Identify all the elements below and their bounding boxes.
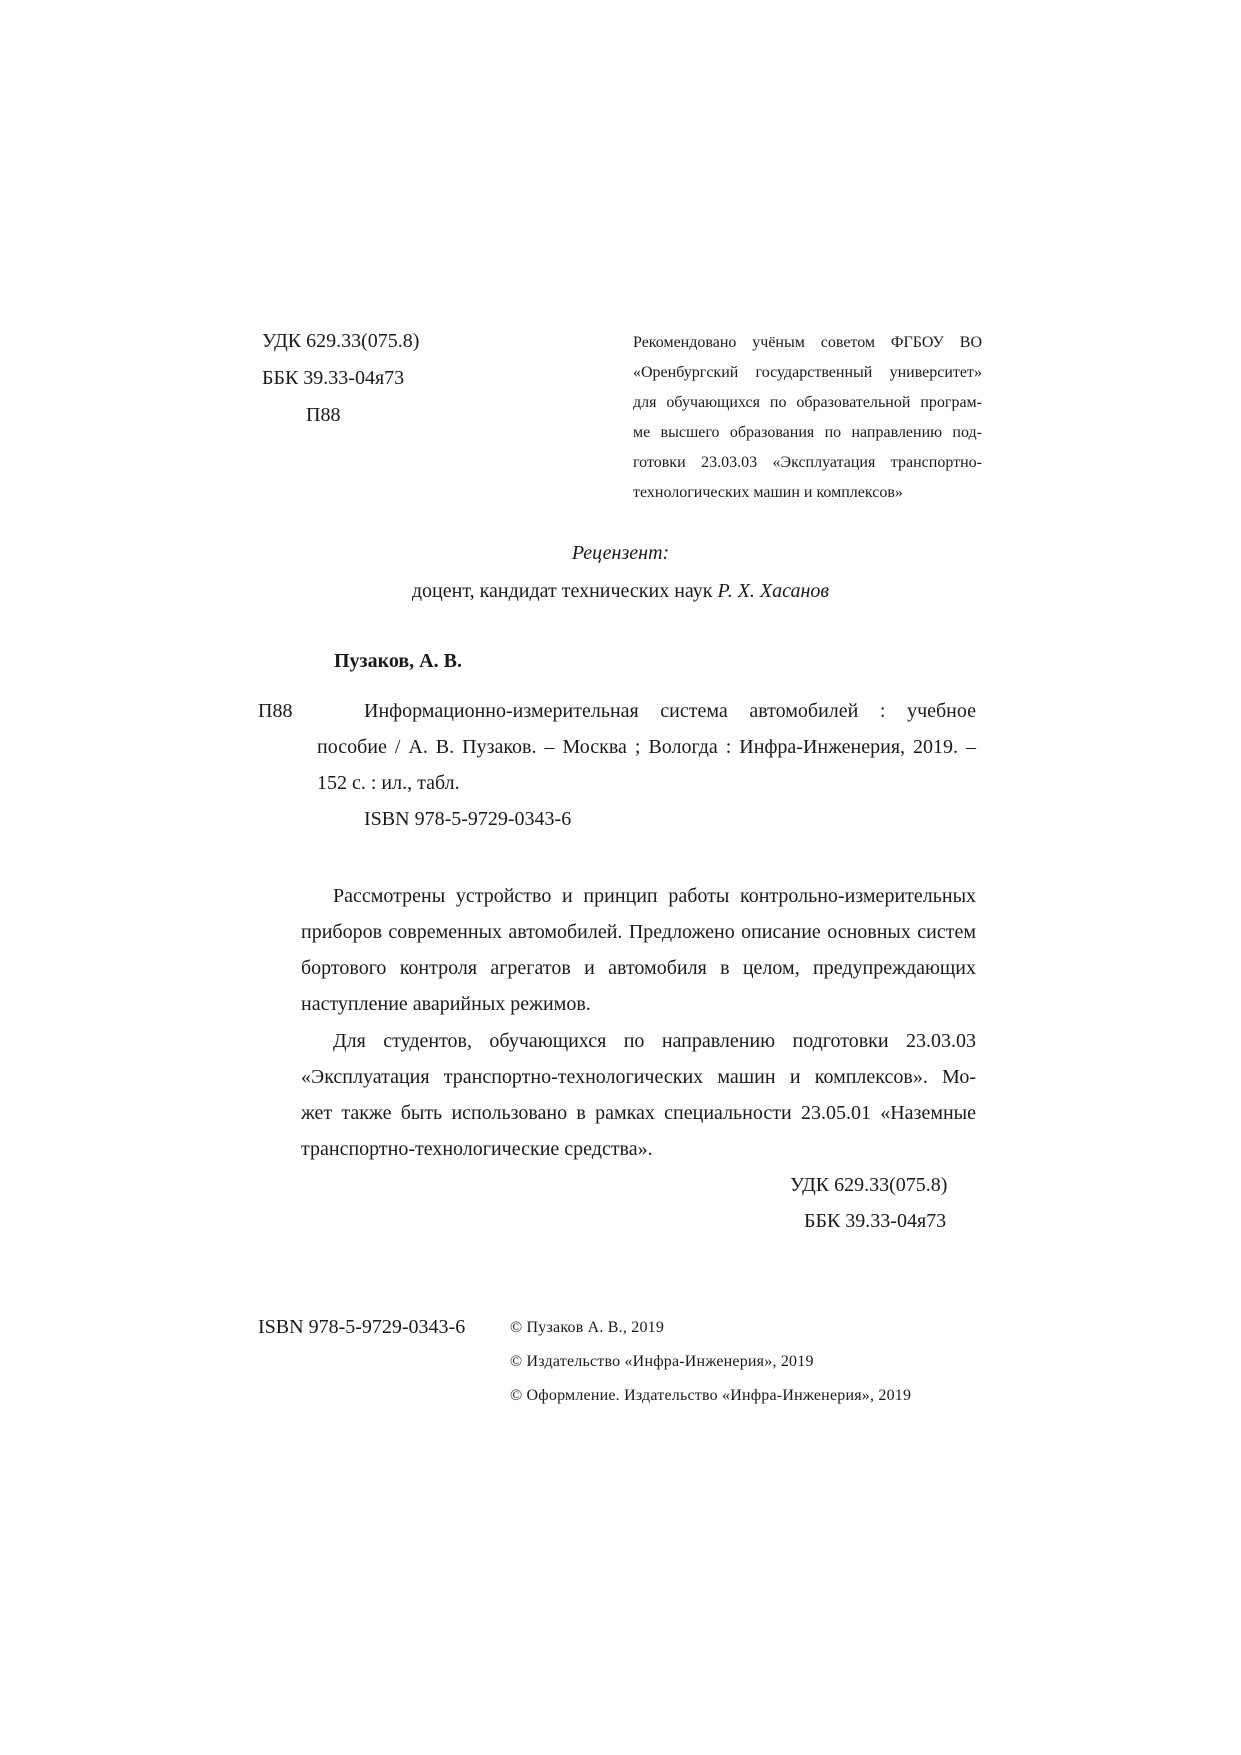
- annotation-line: Для студентов, обучающихся по направлению подготовки 23.03.03: [333, 1030, 976, 1052]
- recommendation-line: технологических машин и комплексов»: [633, 484, 903, 501]
- annotation-line: Рассмотрены устройство и принцип работы контрольно-измерительных: [333, 885, 976, 907]
- author-mark-top: П88: [306, 404, 341, 426]
- reviewer-heading: Рецензент:: [571, 542, 670, 564]
- record-line-1: Информационно-измерительная система автомобилей : учебное: [364, 700, 976, 722]
- recommendation-block: [633, 328, 982, 508]
- annotation-line: «Эксплуатация транспортно-технологических машин и комплексов». Мо-: [301, 1066, 976, 1088]
- record-line-3: 152 с. : ил., табл.: [317, 772, 460, 794]
- reviewer-name: Р. Х. Хасанов: [717, 580, 830, 602]
- record-isbn: ISBN 978-5-9729-0343-6: [364, 808, 572, 830]
- recommendation-line: «Оренбургский государственный университет»: [633, 364, 982, 381]
- record-line-2: пособие / А. В. Пузаков. – Москва ; Вологда : Инфра-Инженерия, 2019. –: [317, 736, 976, 758]
- author-heading: Пузаков, А. В.: [334, 650, 462, 672]
- annotation-line: транспортно-технологические средства».: [301, 1138, 653, 1160]
- recommendation-line: готовки 23.03.03 «Эксплуатация транспортно-: [633, 454, 982, 471]
- bbk-code-bottom: ББК 39.33-04я73: [804, 1210, 947, 1232]
- bbk-code-top: ББК 39.33-04я73: [262, 367, 405, 389]
- reviewer-title: доцент, кандидат технических наук: [411, 580, 718, 602]
- annotation-line: бортового контроля агрегатов и автомобиля в целом, предупреждающих: [301, 957, 976, 979]
- udk-code-bottom: УДК 629.33(075.8): [790, 1174, 948, 1196]
- annotation-line: жет также быть использовано в рамках специальности 23.05.01 «Наземные: [301, 1102, 976, 1124]
- copyright-line: © Издательство «Инфра-Инженерия», 2019: [510, 1353, 814, 1370]
- copyright-line: © Оформление. Издательство «Инфра-Инженерия», 2019: [510, 1387, 912, 1404]
- recommendation-line: Рекомендовано учёным советом ФГБОУ ВО: [633, 334, 982, 351]
- footer-isbn: ISBN 978-5-9729-0343-6: [258, 1316, 466, 1338]
- udk-code-top: УДК 629.33(075.8): [262, 330, 420, 352]
- annotation-line: наступление аварийных режимов.: [301, 993, 591, 1015]
- recommendation-line: для обучающихся по образовательной програм-: [633, 394, 982, 411]
- reviewer-line: [0, 581, 1241, 601]
- record-mark: П88: [258, 700, 293, 722]
- recommendation-line: ме высшего образования по направлению под-: [633, 424, 982, 441]
- annotation-line: приборов современных автомобилей. Предложено описание основных систем: [301, 921, 976, 943]
- copyright-line: © Пузаков А. В., 2019: [510, 1319, 665, 1336]
